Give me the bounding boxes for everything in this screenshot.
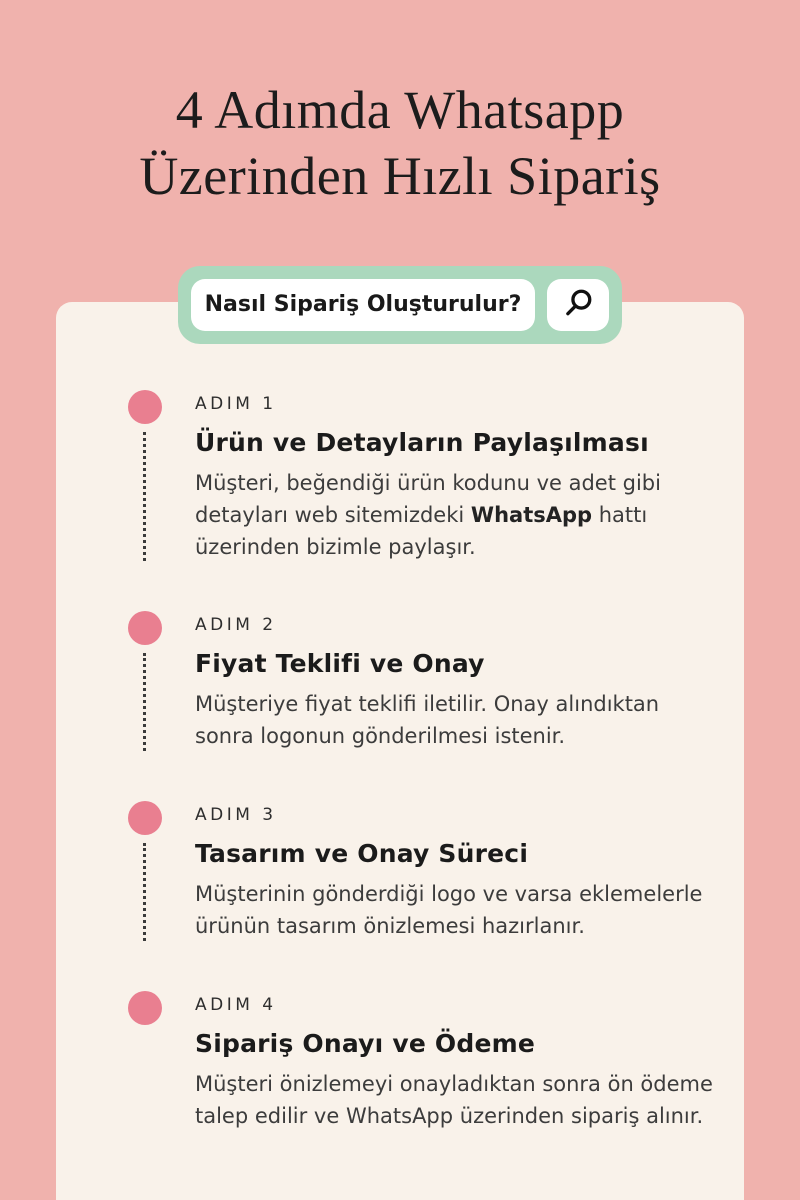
step-4-content	[195, 989, 744, 1133]
step-4-body: Müşteri önizlemeyi onayladıktan sonra ön ödeme talep edilir ve WhatsApp üzerinden sipariş alınır.	[195, 1072, 713, 1128]
search-query-text: Nasıl Sipariş Oluşturulur?	[204, 292, 522, 318]
search-bar-container	[0, 266, 800, 344]
step-1-title: Ürün ve Detayların Paylaşılması	[195, 427, 649, 457]
step-2-body: Müşteriye fiyat teklifi iletilir. Onay alındıktan sonra logonun gönderilmesi istenir.	[195, 692, 660, 749]
search-button[interactable]	[547, 279, 609, 331]
step-3-body: Müşterinin gönderdiği logo ve varsa eklemelerle ürünün tasarım önizlemesi hazırlanır.	[195, 882, 703, 939]
timeline-connector	[143, 843, 146, 941]
page-title-line2: Üzerinden Hızlı Sipariş	[139, 145, 661, 206]
timeline-rail	[56, 609, 195, 753]
timeline-dot-icon	[128, 611, 162, 645]
step-1-body-bold: WhatsApp	[470, 502, 593, 527]
timeline-dot-icon	[128, 390, 162, 424]
timeline-dot-icon	[128, 991, 162, 1025]
step-3-title: Tasarım ve Onay Süreci	[195, 839, 529, 869]
timeline-dot-icon	[128, 801, 162, 835]
step-1	[56, 388, 744, 610]
timeline-rail	[56, 989, 195, 1133]
step-3	[56, 799, 744, 989]
step-1-body-pre: Müşteri, beğendiği ürün kodunu ve adet gibi detayları web sitemizdeki	[195, 470, 661, 527]
search-input[interactable]	[191, 279, 535, 331]
page-title	[0, 78, 800, 210]
step-1-content	[195, 388, 744, 564]
timeline-connector	[143, 432, 146, 562]
steps-panel	[56, 302, 744, 1200]
step-3-label: ADIM 3	[195, 805, 277, 826]
timeline-connector	[143, 653, 146, 751]
magnifier-icon	[562, 287, 594, 323]
step-1-body-post: hattı üzerinden bizimle paylaşır.	[195, 502, 648, 559]
step-1-label: ADIM 1	[195, 393, 277, 414]
step-4-label: ADIM 4	[195, 995, 277, 1016]
page-title-line1: 4 Adımda Whatsapp	[175, 80, 625, 140]
step-1-body	[195, 468, 716, 564]
timeline-rail	[56, 799, 195, 943]
timeline-rail	[56, 388, 195, 564]
step-2	[56, 609, 744, 799]
search-bar	[178, 266, 622, 344]
step-2-title: Fiyat Teklifi ve Onay	[195, 649, 485, 679]
step-4	[56, 989, 744, 1133]
step-2-content	[195, 609, 744, 753]
step-4-title: Sipariş Onayı ve Ödeme	[195, 1029, 536, 1059]
step-3-content	[195, 799, 744, 943]
step-2-label: ADIM 2	[195, 615, 277, 636]
